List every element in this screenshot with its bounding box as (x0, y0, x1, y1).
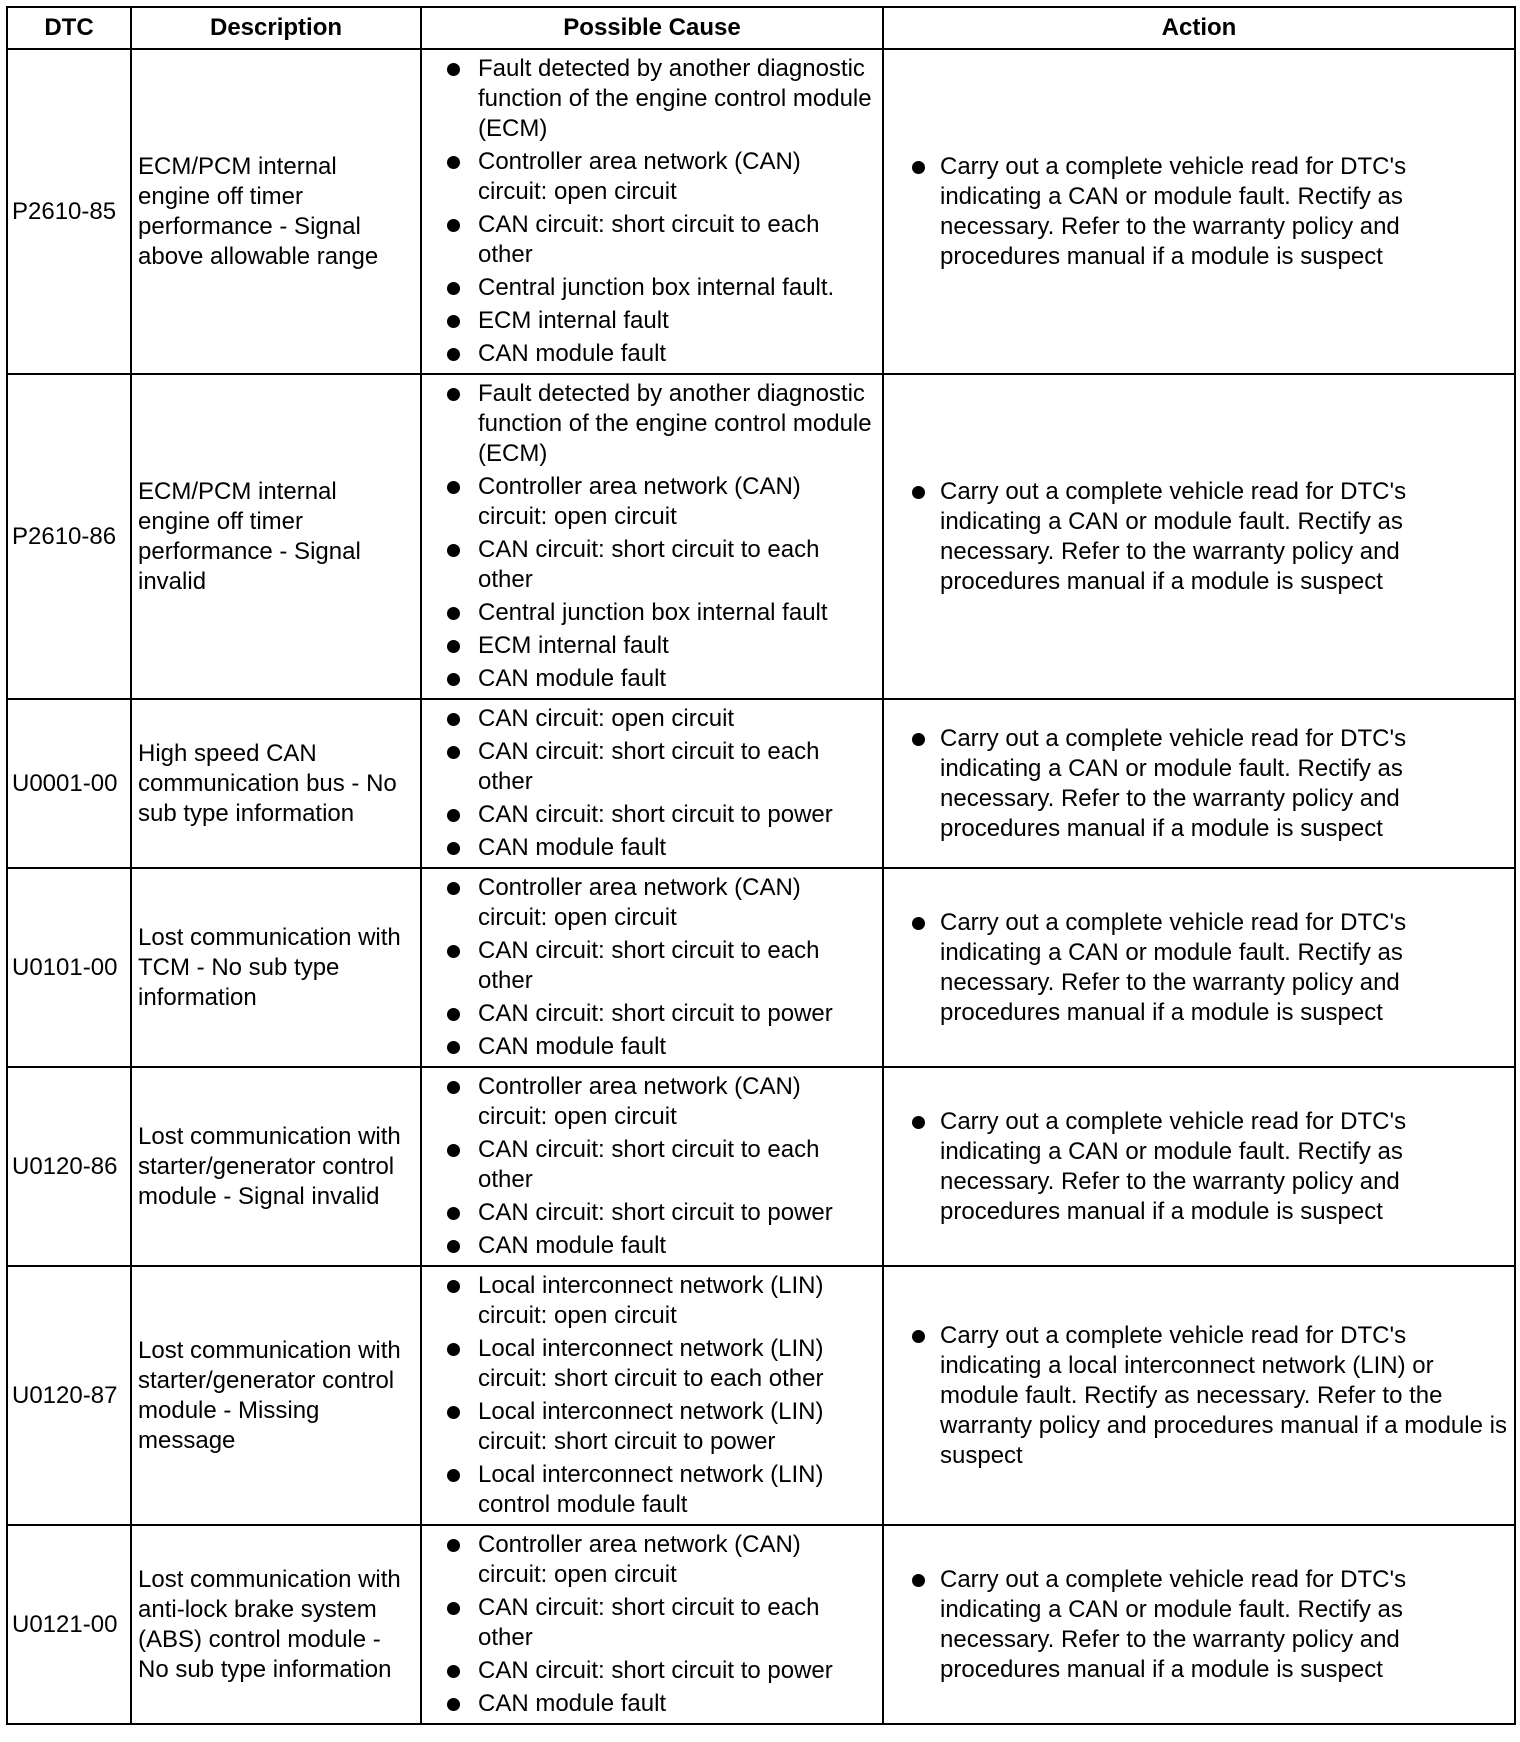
table-row (7, 699, 1515, 868)
dtc-code: U0120-87 (7, 1266, 131, 1525)
possible-cause-item: Fault detected by another diagnostic function of the engine control module (ECM) (432, 379, 874, 469)
possible-cause-cell (421, 49, 883, 374)
possible-cause-item: Controller area network (CAN) circuit: open circuit (432, 1530, 874, 1590)
header-dtc: DTC (7, 7, 131, 49)
possible-cause-item: CAN circuit: short circuit to each other (432, 1135, 874, 1195)
possible-cause-list (432, 54, 874, 369)
action-list (898, 152, 1510, 272)
action-list (898, 1321, 1510, 1471)
possible-cause-item: CAN circuit: short circuit to power (432, 999, 874, 1029)
dtc-description: ECM/PCM internal engine off timer performance - Signal above allowable range (131, 49, 421, 374)
possible-cause-item: CAN circuit: open circuit (432, 704, 874, 734)
possible-cause-item: Central junction box internal fault (432, 598, 874, 628)
possible-cause-item: CAN circuit: short circuit to each other (432, 936, 874, 996)
possible-cause-item: CAN circuit: short circuit to each other (432, 210, 874, 270)
action-item: Carry out a complete vehicle read for DTC's indicating a local interconnect network (LIN) or module fault. Rectify as necessary. Refer to the warranty policy and procedures manual if a module is suspect (898, 1321, 1510, 1471)
action-list (898, 1107, 1510, 1227)
table-row (7, 1067, 1515, 1266)
possible-cause-item: ECM internal fault (432, 306, 874, 336)
possible-cause-item: Controller area network (CAN) circuit: open circuit (432, 873, 874, 933)
possible-cause-item: CAN module fault (432, 1689, 874, 1719)
action-list (898, 477, 1510, 597)
table-row (7, 49, 1515, 374)
possible-cause-item: CAN module fault (432, 339, 874, 369)
possible-cause-item: Central junction box internal fault. (432, 273, 874, 303)
action-cell (883, 374, 1515, 699)
header-possible-cause: Possible Cause (421, 7, 883, 49)
header-row (7, 7, 1515, 49)
possible-cause-list (432, 1072, 874, 1261)
table-row (7, 868, 1515, 1067)
possible-cause-list (432, 1530, 874, 1719)
dtc-description: Lost communication with anti-lock brake system (ABS) control module - No sub type information (131, 1525, 421, 1724)
possible-cause-cell (421, 699, 883, 868)
dtc-description: Lost communication with TCM - No sub type information (131, 868, 421, 1067)
possible-cause-item: Fault detected by another diagnostic function of the engine control module (ECM) (432, 54, 874, 144)
dtc-code: U0101-00 (7, 868, 131, 1067)
possible-cause-item: CAN circuit: short circuit to each other (432, 535, 874, 595)
possible-cause-item: Controller area network (CAN) circuit: open circuit (432, 147, 874, 207)
possible-cause-list (432, 1271, 874, 1520)
possible-cause-item: CAN circuit: short circuit to each other (432, 737, 874, 797)
possible-cause-item: Local interconnect network (LIN) circuit: short circuit to power (432, 1397, 874, 1457)
possible-cause-cell (421, 1067, 883, 1266)
table-body (7, 49, 1515, 1724)
possible-cause-item: CAN module fault (432, 1231, 874, 1261)
action-cell (883, 868, 1515, 1067)
possible-cause-item: CAN module fault (432, 833, 874, 863)
table-row (7, 374, 1515, 699)
table-header (7, 7, 1515, 49)
possible-cause-item: Local interconnect network (LIN) circuit: open circuit (432, 1271, 874, 1331)
possible-cause-item: Controller area network (CAN) circuit: open circuit (432, 472, 874, 532)
possible-cause-cell (421, 1266, 883, 1525)
possible-cause-item: CAN module fault (432, 1032, 874, 1062)
table-row (7, 1525, 1515, 1724)
possible-cause-list (432, 379, 874, 694)
possible-cause-cell (421, 1525, 883, 1724)
possible-cause-item: Local interconnect network (LIN) circuit: short circuit to each other (432, 1334, 874, 1394)
action-cell (883, 1067, 1515, 1266)
possible-cause-item: Controller area network (CAN) circuit: open circuit (432, 1072, 874, 1132)
header-action: Action (883, 7, 1515, 49)
dtc-table (6, 6, 1516, 1725)
dtc-code: P2610-86 (7, 374, 131, 699)
dtc-code: U0001-00 (7, 699, 131, 868)
possible-cause-item: CAN circuit: short circuit to power (432, 800, 874, 830)
dtc-description: High speed CAN communication bus - No sub type information (131, 699, 421, 868)
action-item: Carry out a complete vehicle read for DTC's indicating a CAN or module fault. Rectify as necessary. Refer to the warranty policy and procedures manual if a module is suspect (898, 1565, 1510, 1685)
possible-cause-item: Local interconnect network (LIN) control module fault (432, 1460, 874, 1520)
action-list (898, 1565, 1510, 1685)
possible-cause-item: CAN circuit: short circuit to each other (432, 1593, 874, 1653)
possible-cause-list (432, 873, 874, 1062)
action-list (898, 724, 1510, 844)
action-item: Carry out a complete vehicle read for DTC's indicating a CAN or module fault. Rectify as necessary. Refer to the warranty policy and procedures manual if a module is suspect (898, 477, 1510, 597)
possible-cause-cell (421, 374, 883, 699)
dtc-code: U0121-00 (7, 1525, 131, 1724)
possible-cause-item: CAN circuit: short circuit to power (432, 1656, 874, 1686)
action-cell (883, 699, 1515, 868)
dtc-description: ECM/PCM internal engine off timer performance - Signal invalid (131, 374, 421, 699)
possible-cause-list (432, 704, 874, 863)
action-item: Carry out a complete vehicle read for DTC's indicating a CAN or module fault. Rectify as necessary. Refer to the warranty policy and procedures manual if a module is suspect (898, 724, 1510, 844)
action-cell (883, 1266, 1515, 1525)
possible-cause-cell (421, 868, 883, 1067)
dtc-description: Lost communication with starter/generator control module - Signal invalid (131, 1067, 421, 1266)
table-row (7, 1266, 1515, 1525)
action-item: Carry out a complete vehicle read for DTC's indicating a CAN or module fault. Rectify as necessary. Refer to the warranty policy and procedures manual if a module is suspect (898, 152, 1510, 272)
action-item: Carry out a complete vehicle read for DTC's indicating a CAN or module fault. Rectify as necessary. Refer to the warranty policy and procedures manual if a module is suspect (898, 908, 1510, 1028)
possible-cause-item: CAN circuit: short circuit to power (432, 1198, 874, 1228)
action-item: Carry out a complete vehicle read for DTC's indicating a CAN or module fault. Rectify as necessary. Refer to the warranty policy and procedures manual if a module is suspect (898, 1107, 1510, 1227)
action-cell (883, 1525, 1515, 1724)
action-list (898, 908, 1510, 1028)
dtc-code: U0120-86 (7, 1067, 131, 1266)
dtc-code: P2610-85 (7, 49, 131, 374)
possible-cause-item: ECM internal fault (432, 631, 874, 661)
possible-cause-item: CAN module fault (432, 664, 874, 694)
header-description: Description (131, 7, 421, 49)
dtc-description: Lost communication with starter/generator control module - Missing message (131, 1266, 421, 1525)
action-cell (883, 49, 1515, 374)
